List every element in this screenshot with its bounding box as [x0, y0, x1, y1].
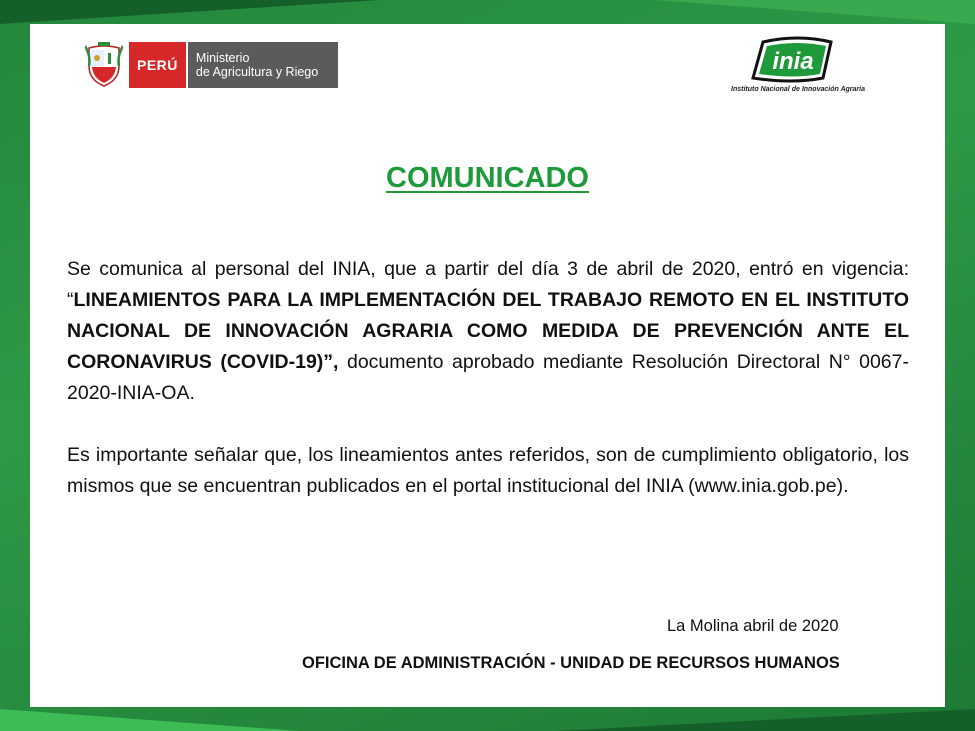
place-date: La Molina abril de 2020 [667, 617, 839, 635]
document-page [30, 24, 945, 707]
inia-tagline: Instituto Nacional de Innovación Agraria [731, 86, 865, 93]
issuing-office: OFICINA DE ADMINISTRACIÓN - UNIDAD DE RECURSOS HUMANOS [302, 654, 840, 672]
ministry-line-2: de Agricultura y Riego [195, 65, 319, 79]
inia-logo-text: inia [772, 48, 814, 75]
paragraph-1 [67, 254, 909, 409]
paragraph-2: Es importante señalar que, los lineamientos antes referidos, son de cumplimiento obligatorio, los mismos que se encuentran publicados en el portal institucional del INIA (www.inia.gob.pe). [67, 444, 909, 497]
peru-ministry-logo [85, 42, 338, 88]
ministry-line-1: Ministerio [195, 51, 250, 65]
border-accent-top-right [655, 0, 975, 24]
border-accent-bottom-left [0, 709, 300, 731]
paragraph-1-bold: LINEAMIENTOS PARA LA IMPLEMENTACIÓN DEL TRABAJO REMOTO EN EL INSTITUTO NACIONAL DE INNOVACIÓN AGRARIA COMO MEDIDA DE PREVENCIÓN ANTE EL CORONAVIRUS (COVID-19)”, [67, 289, 909, 373]
peru-coat-of-arms-icon [85, 42, 123, 88]
document-body [67, 254, 909, 502]
inia-logo [723, 36, 873, 98]
paragraph-1-intro: Se comunica al personal del INIA, que a partir del día 3 de abril de 2020, entró en vigencia: “ [67, 258, 909, 311]
border-accent-bottom-right [555, 709, 975, 731]
page-title [30, 162, 945, 195]
border-accent-top-left [0, 0, 380, 24]
ministry-label [186, 42, 338, 88]
title-text: COMUNICADO [386, 162, 589, 194]
peru-label: PERÚ [129, 42, 186, 88]
paragraph-1-rest: documento aprobado mediante Resolución Directoral N° 0067-2020-INIA-OA. [67, 351, 909, 404]
inia-logo-icon [723, 36, 873, 86]
